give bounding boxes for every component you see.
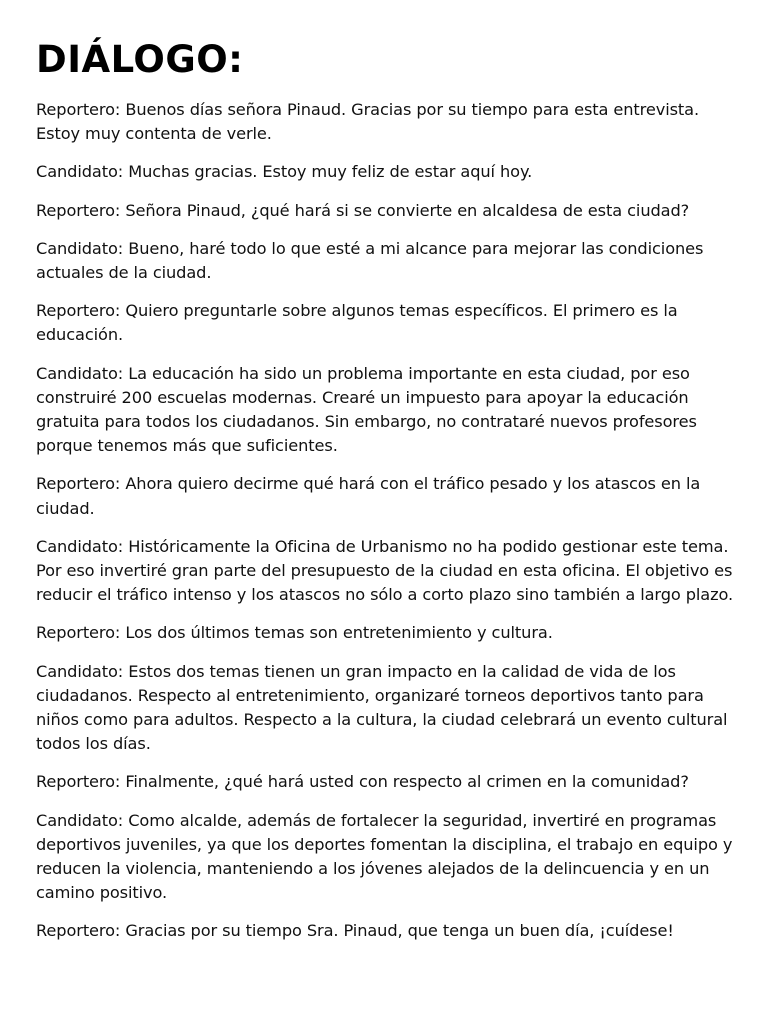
dialogue-line-candidate: Candidato: Históricamente la Oficina de Urbanismo no ha podido gestionar este tema. Por eso invertiré gran parte del presupuesto de la ciudad en esta oficina. El objetivo es reducir el tráfico intenso y los atascos no sólo a corto plazo sino también a largo plazo. <box>36 536 734 605</box>
dialogue-line-candidate: Candidato: Como alcalde, además de fortalecer la seguridad, invertiré en programas deportivos juveniles, ya que los deportes fomentan la disciplina, el trabajo en equipo y reducen la violencia, manteniendo a los jóvenes alejados de la delincuencia y en un camino positivo. <box>36 810 733 903</box>
dialogue-line-reporter: Reportero: Ahora quiero decirme qué hará con el tráfico pesado y los atascos en la ciudad. <box>36 474 701 518</box>
dialogue-line-reporter: Reportero: Los dos últimos temas son entretenimiento y cultura. <box>36 623 553 643</box>
dialogue-line-candidate: Candidato: La educación ha sido un problema importante en esta ciudad, por eso construiré 200 escuelas modernas. Crearé un impuesto para apoyar la educación gratuita para todos los ciudadanos. Sin embargo, no contrataré nuevos profesores porque tenemos más que suficientes. <box>36 363 697 456</box>
dialogue-line-reporter: Reportero: Finalmente, ¿qué hará usted con respecto al crimen en la comunidad? <box>36 772 689 792</box>
dialogue-line-candidate: Candidato: Muchas gracias. Estoy muy feliz de estar aquí hoy. <box>36 162 533 182</box>
dialogue-line-reporter: Reportero: Gracias por su tiempo Sra. Pinaud, que tenga un buen día, ¡cuídese! <box>36 921 674 941</box>
dialogue-line-reporter: Reportero: Quiero preguntarle sobre algunos temas específicos. El primero es la educación. <box>36 301 678 345</box>
dialogue-line-reporter: Reportero: Señora Pinaud, ¿qué hará si se convierte en alcaldesa de esta ciudad? <box>36 200 690 220</box>
page-title: DIÁLOGO: <box>36 38 244 81</box>
dialogue-line-candidate: Candidato: Estos dos temas tienen un gran impacto en la calidad de vida de los ciudadanos. Respecto al entretenimiento, organizaré torneos deportivos tanto para niños como para adultos. Respecto a la cultura, la ciudad celebrará un evento cultural todos los días. <box>36 661 728 754</box>
dialogue-line-candidate: Candidato: Bueno, haré todo lo que esté a mi alcance para mejorar las condiciones actuales de la ciudad. <box>36 238 704 283</box>
dialogue-line-reporter: Reportero: Buenos días señora Pinaud. Gracias por su tiempo para esta entrevista. Estoy muy contenta de verle. <box>36 100 700 144</box>
document-page <box>36 38 736 958</box>
